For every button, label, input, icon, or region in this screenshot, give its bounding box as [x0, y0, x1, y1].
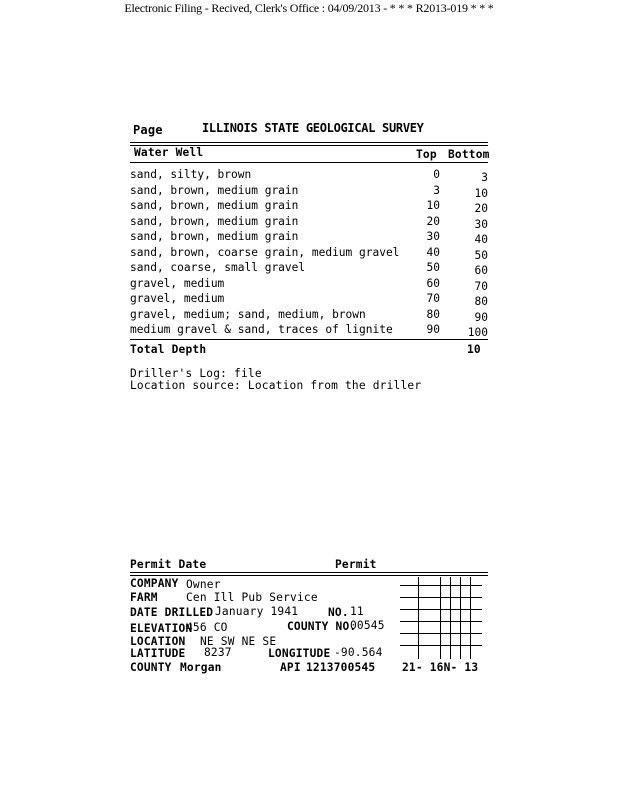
- strata-row: [130, 292, 495, 307]
- grid-line: [450, 577, 451, 659]
- strata-top: 3: [433, 184, 440, 197]
- footer-rule-2: [130, 575, 488, 576]
- strata-description: gravel, medium: [130, 292, 225, 305]
- total-depth-label: Total Depth: [130, 343, 207, 356]
- strata-bottom: 70: [474, 280, 488, 293]
- header-rule: [130, 162, 488, 163]
- elevation-label: ELEVATION: [130, 622, 193, 635]
- county-no-label: COUNTY NO.: [287, 620, 357, 633]
- strata-top: 0: [433, 168, 440, 181]
- strata-top: 30: [426, 230, 440, 243]
- col-bottom: Bottom: [448, 148, 490, 161]
- grid-line: [400, 597, 482, 598]
- location-value: NE SW NE SE: [200, 635, 277, 648]
- api-label: API: [280, 661, 301, 674]
- strata-top: 50: [426, 261, 440, 274]
- county-label: COUNTY: [130, 661, 172, 674]
- total-depth-value: 10: [467, 343, 481, 356]
- grid-line: [418, 577, 419, 659]
- strata-description: gravel, medium: [130, 277, 225, 290]
- strata-top: 70: [426, 292, 440, 305]
- strata-top: 10: [426, 199, 440, 212]
- strata-description: gravel, medium; sand, medium, brown: [130, 308, 366, 321]
- date-drilled-label: DATE DRILLED: [130, 606, 214, 619]
- title-rule-1: [130, 142, 488, 143]
- section-grid: [400, 577, 482, 659]
- strata-description: sand, brown, medium grain: [130, 199, 299, 212]
- well-no-value: 11: [350, 605, 364, 618]
- county-no-value: 00545: [350, 619, 385, 632]
- strata-description: sand, brown, medium grain: [130, 215, 299, 228]
- strata-bottom: 80: [474, 295, 488, 308]
- strata-bottom: 20: [474, 202, 488, 215]
- strata-bottom: 100: [467, 326, 488, 339]
- grid-line: [400, 585, 482, 586]
- strata-bottom: 10: [474, 187, 488, 200]
- permit-date-label: Permit Date: [130, 558, 207, 571]
- longitude-value: -90.564: [334, 646, 383, 659]
- strata-row: [130, 246, 495, 261]
- permit-number-label: Permit: [335, 558, 377, 571]
- footer-rule-1: [130, 572, 488, 573]
- grid-line: [400, 633, 482, 634]
- strata-row: [130, 184, 495, 199]
- strata-row: [130, 199, 495, 214]
- strata-description: sand, silty, brown: [130, 168, 252, 181]
- date-drilled-value: January 1941: [215, 605, 299, 618]
- strata-row: [130, 215, 495, 230]
- strata-row: [130, 308, 495, 323]
- strata-description: sand, brown, medium grain: [130, 230, 299, 243]
- strata-bottom: 50: [474, 249, 488, 262]
- strata-top: 80: [426, 308, 440, 321]
- strata-top: 90: [426, 323, 440, 336]
- farm-value: Cen Ill Pub Service: [186, 591, 318, 604]
- strata-bottom: 90: [474, 311, 488, 324]
- strata-top: 60: [426, 277, 440, 290]
- page-label: Page: [133, 123, 163, 137]
- survey-title: ILLINOIS STATE GEOLOGICAL SURVEY: [202, 121, 424, 135]
- strata-top: 20: [426, 215, 440, 228]
- strata-bottom: 60: [474, 264, 488, 277]
- strata-row: [130, 261, 495, 276]
- company-label: COMPANY: [130, 577, 179, 590]
- filing-header: Electronic Filing - Recived, Clerk's Office : 04/09/2013 - * * * R2013-019 * * *: [124, 1, 494, 15]
- strata-description: sand, brown, medium grain: [130, 184, 299, 197]
- county-value: Morgan: [180, 661, 222, 674]
- strata-bottom: 40: [474, 233, 488, 246]
- grid-line: [400, 621, 482, 622]
- well-no-label: NO.: [328, 606, 349, 619]
- strata-row: [130, 277, 495, 292]
- grid-line: [440, 577, 441, 659]
- township-range: 21- 16N- 13: [402, 661, 479, 674]
- grid-line: [400, 645, 482, 646]
- strata-description: sand, brown, coarse grain, medium gravel: [130, 246, 400, 259]
- location-label: LOCATION: [130, 635, 186, 648]
- api-value: 1213700545: [306, 661, 376, 674]
- company-value: Owner: [186, 578, 221, 591]
- total-rule: [130, 339, 488, 340]
- strata-description: sand, coarse, small gravel: [130, 261, 306, 274]
- col-top: Top: [416, 148, 437, 161]
- strata-description: medium gravel & sand, traces of lignite: [130, 323, 393, 336]
- grid-line: [460, 577, 461, 659]
- strata-row: [130, 168, 495, 183]
- location-source-note: Location source: Location from the driller: [130, 379, 422, 392]
- strata-top: 40: [426, 246, 440, 259]
- col-water-well: Water Well: [134, 146, 204, 159]
- elevation-value: 456 CO: [186, 621, 228, 634]
- farm-label: FARM: [130, 591, 158, 604]
- longitude-label: LONGITUDE: [268, 647, 331, 660]
- latitude-value: 8237: [204, 646, 232, 659]
- grid-line: [470, 577, 471, 659]
- grid-line: [400, 609, 482, 610]
- driller-log-note: Driller's Log: file: [130, 367, 262, 380]
- strata-bottom: 30: [474, 218, 488, 231]
- strata-row: [130, 323, 495, 338]
- latitude-label: LATITUDE: [130, 647, 186, 660]
- strata-bottom: 3: [481, 171, 488, 184]
- strata-row: [130, 230, 495, 245]
